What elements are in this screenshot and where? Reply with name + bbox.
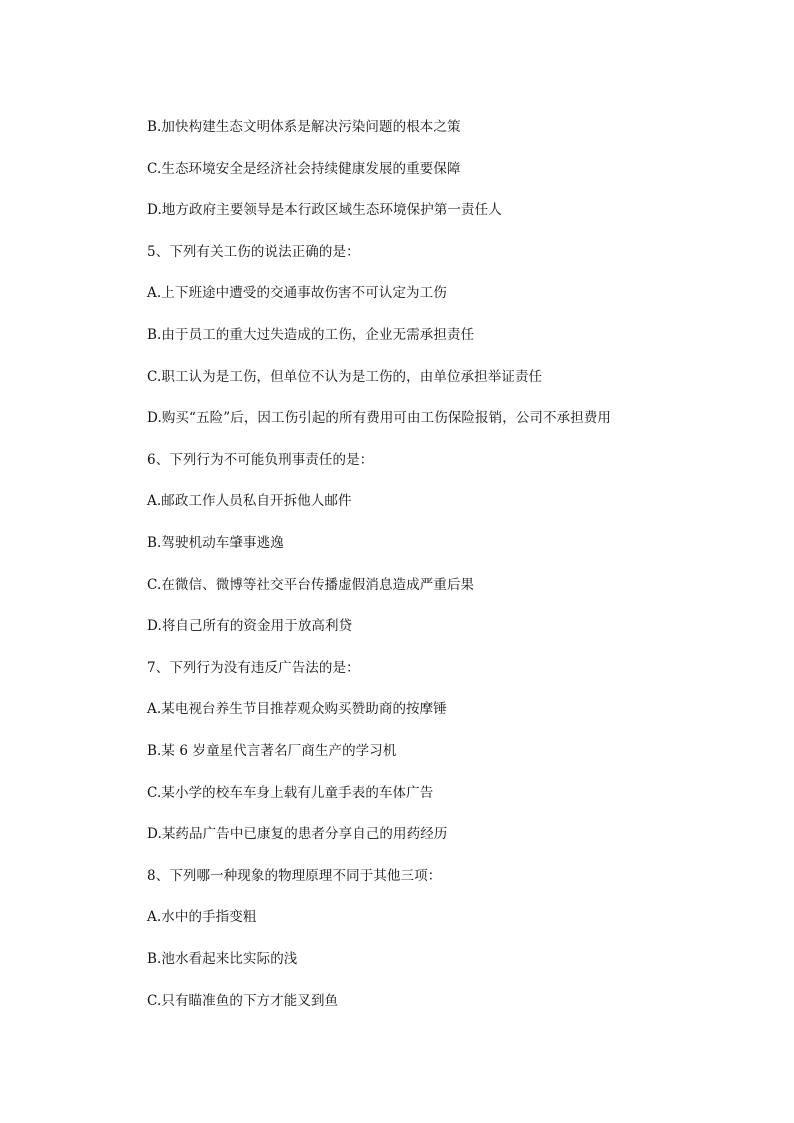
option-c-line: C.生态环境安全是经济社会持续健康发展的重要保障 bbox=[147, 161, 461, 177]
question-5: 5、下列有关工伤的说法正确的是： bbox=[147, 244, 360, 260]
q5-option-c: C.职工认为是工伤，但单位不认为是工伤的，由单位承担举证责任 bbox=[147, 369, 543, 385]
question-6: 6、下列行为不可能负刑事责任的是： bbox=[147, 452, 374, 468]
q6-option-a: A.邮政工作人员私自开拆他人邮件 bbox=[147, 493, 352, 509]
q5-option-a: A.上下班途中遭受的交通事故伤害不可认定为工伤 bbox=[147, 285, 447, 301]
question-7: 7、下列行为没有违反广告法的是： bbox=[147, 660, 360, 676]
q7-option-c: C.某小学的校车车身上载有儿童手表的车体广告 bbox=[147, 785, 434, 801]
q6-option-d: D.将自己所有的资金用于放高利贷 bbox=[147, 618, 353, 634]
q6-option-c: C.在微信、微博等社交平台传播虚假消息造成严重后果 bbox=[147, 577, 475, 593]
q7-option-b: B.某 6 岁童星代言著名厂商生产的学习机 bbox=[147, 743, 397, 759]
q8-option-c: C.只有瞄准鱼的下方才能叉到鱼 bbox=[147, 993, 339, 1009]
q5-option-b: B.由于员工的重大过失造成的工伤，企业无需承担责任 bbox=[147, 327, 475, 343]
q6-option-b: B.驾驶机动车肇事逃逸 bbox=[147, 535, 284, 551]
option-b-line: B.加快构建生态文明体系是解决污染问题的根本之策 bbox=[147, 119, 461, 135]
q7-option-d: D.某药品广告中已康复的患者分享自己的用药经历 bbox=[147, 826, 448, 842]
q8-option-b: B.池水看起来比实际的浅 bbox=[147, 951, 298, 967]
q5-option-d: D.购买“五险”后，因工伤引起的所有费用可由工伤保险报销，公司不承担费用 bbox=[147, 410, 612, 426]
question-8: 8、下列哪一种现象的物理原理不同于其他三项： bbox=[147, 868, 442, 884]
q8-option-a: A.水中的手指变粗 bbox=[147, 909, 257, 925]
q7-option-a: A.某电视台养生节目推荐观众购买赞助商的按摩锤 bbox=[147, 701, 447, 717]
option-d-line: D.地方政府主要领导是本行政区域生态环境保护第一责任人 bbox=[147, 202, 502, 218]
